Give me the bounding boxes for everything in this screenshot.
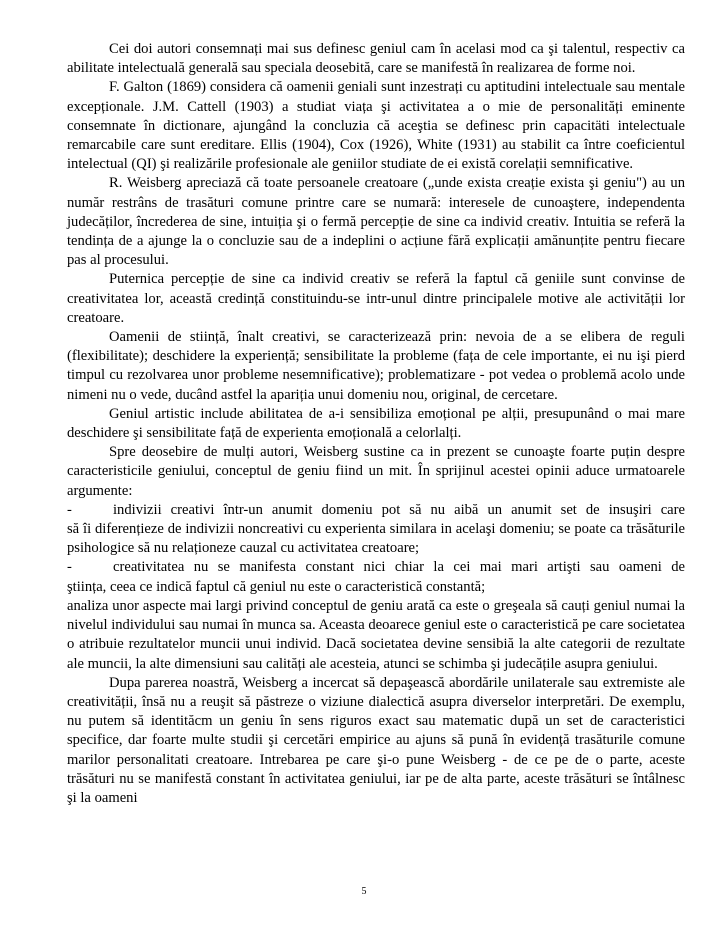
document-page (67, 40, 685, 808)
bullet-continuation: să îi diferențieze de indivizii noncreativi cu experienta similara in acelaşi domeniu; se poate ca trăsăturile psihologice să nu relaționeze cauzal cu activitatea creatoare; (67, 521, 685, 557)
paragraph: Spre deosebire de mulți autori, Weisberg sustine ca in prezent se cunoaşte foarte puțin despre caracteristicile geniului, conceptul de geniu fiind un mit. În sprijinul acestei opinii aduce urmatoarele argumente: (67, 444, 685, 499)
paragraph: analiza unor aspecte mai largi privind conceptul de geniu arată ca este o greşeala să cauți geniul numai la nivelul individului sau numai în munca sa. Aceasta deoarece geniul este o caracteristică pe care societatea o atribuie rezultatelor muncii unui individ. Dacă societatea devine sensibiă la alte categorii de rezultate ale muncii, la alte dimensiuni sau calități ale acesteia, atunci se schimba şi judecățile asupra geniului. (67, 597, 685, 672)
bullet-dash: - (67, 501, 72, 518)
bullet-first-line: indivizii creativi într-un anumit domeniu pot să nu aibă un anumit set de insuşiri care (113, 501, 685, 518)
bullet-first-line: creativitatea nu se manifesta constant nici chiar la cei mai mari artişti sau oameni de (113, 559, 685, 576)
paragraph: Cei doi autori consemnați mai sus definesc geniul cam în acelasi mod ca şi talentul, respectiv ca abilitate intelectuală generală sau speciala deosebită, care se manifestă în realizarea de forme noi. (67, 41, 685, 77)
paragraph: R. Weisberg apreciază că toate persoanele creatoare („unde exista creație exista şi geniu") au un număr restrâns de trasături comune printre care se numară: interesele de cunoaştere, independenta judecăților, încrederea de sine, intuiția şi o fermă percepție de sine ca individ creativ. Intuitia se referă la tendința de a ajunge la o concluzie sau de a indeplini o acțiune fără explicații amănunțite pentru fiecare pas al procesului. (67, 175, 685, 269)
paragraph: Puternica percepție de sine ca individ creativ se referă la faptul că geniile sunt convinse de creativitatea lor, această credință constituindu-se intr-unul dintre principalele motive ale activității lor creatoare. (67, 271, 685, 326)
paragraph: Geniul artistic include abilitatea de a-i sensibiliza emoțional pe alții, presupunând o mai mare deschidere şi sensibilitate față de experienta emoțională a celorlalți. (67, 405, 685, 442)
page-number: 5 (361, 886, 367, 897)
bullet-item (67, 501, 685, 559)
paragraph: Oamenii de stiință, înalt creativi, se caracterizează prin: nevoia de a se elibera de reguli (flexibilitate); deschidere la experiență; sensibilitate la probleme (fața de cele importante, ei nu işi pierd timpul cu rezolvarea unor probleme nesemnificative); problematizare - pot vedea o problemă acolo unde nimeni nu o vede, ducând astfel la apariția unui domeniu nou, original, de cercetare. (67, 329, 685, 403)
bullet-dash: - (67, 559, 72, 576)
bullet-continuation: ştiința, ceea ce indică faptul că geniul nu este o caracteristică constantă; (67, 578, 486, 595)
bullet-item (67, 558, 685, 596)
paragraph: F. Galton (1869) considera că oamenii geniali sunt inzestrați cu aptitudini intelectuale sau mentale excepționale. J.M. Cattell (1903) a studiat viața şi activitatea a o mie de personalități eminente consemnate în dictionare, ajungând la concluzia că aceştia se definesc prin capacitäti intelectuale remarcabile care sunt ereditare. Ellis (1904), Cox (1926), White (1931) au stabilit ca între coeficientul intelectual (QI) şi realizările profesionale ale geniilor studiate de ei există corelații semnificative. (67, 79, 685, 173)
paragraph: Dupa parerea noastră, Weisberg a incercat să depaşească abordările unilaterale sau extremiste ale creativității, însă nu a reuşit să păstreze o viziune dialectică asupra diverselor interpretări. De exemplu, nu putem să identităcm un geniu în sens riguros exact sau matematic după un set de caracteristici specifice, dar foarte multe studii şi cercetări empirice au ajuns să pună în evidență trasăturile comune marilor personalitati creatoare. Intrebarea pe care şi-o pune Weisberg - de ce pe de o parte, aceste trăsături nu se manifestă constant în activitatea geniului, iar pe de alta parte, aceste trăsături se întâlnesc şi la oameni (67, 674, 685, 806)
